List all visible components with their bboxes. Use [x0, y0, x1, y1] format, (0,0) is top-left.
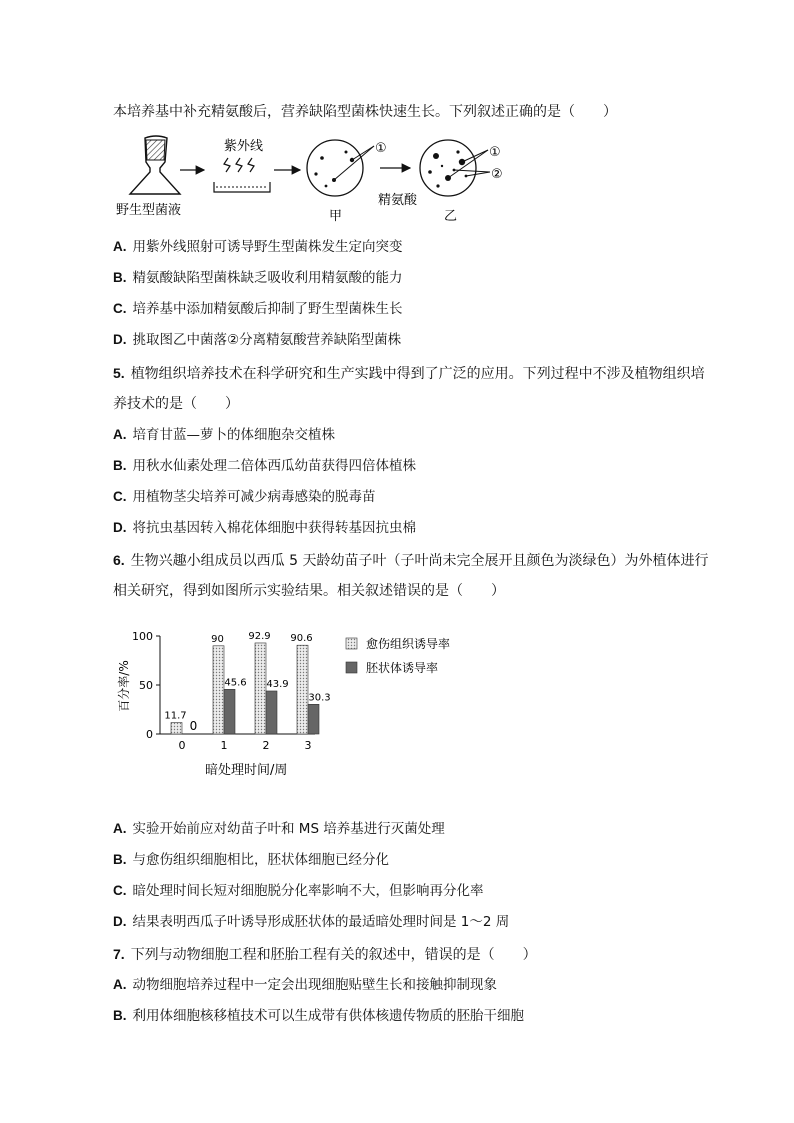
x-tick-label: 1 — [220, 739, 228, 752]
q5-option-d[interactable]: D. 将抗虫基因转入棉花体细胞中获得转基因抗虫棉 — [113, 520, 416, 536]
data-label: 30.3 — [308, 692, 331, 704]
q5-option-a[interactable]: A. 培育甘蓝—萝卜的体细胞杂交植株 — [113, 427, 335, 443]
q5-number: 5. — [113, 365, 125, 381]
legend-swatch — [346, 638, 357, 649]
bar-1 — [266, 691, 277, 734]
y-tick-label: 0 — [146, 728, 153, 741]
q5-stem: 5. 植物组织培养技术在科学研究和生产实践中得到了广泛的应用。下列过程中不涉及植物组织培 — [113, 365, 705, 382]
q7-stem: 7. 下列与动物细胞工程和胚胎工程有关的叙述中，错误的是（ ） — [113, 946, 537, 963]
bar-0 — [171, 723, 182, 734]
q4-figure — [108, 132, 528, 228]
data-label: 11.7 — [164, 710, 187, 722]
q7-number: 7. — [113, 946, 125, 962]
q6-stem: 6. 生物兴趣小组成员以西瓜 5 天龄幼苗子叶（子叶尚未完全展开且颜色为淡绿色）为外植体进行 — [113, 552, 709, 569]
q7-option-a[interactable]: A. 动物细胞培养过程中一定会出现细胞贴壁生长和接触抑制现象 — [113, 977, 497, 993]
q4-option-b[interactable]: B. 精氨酸缺陷型菌株缺乏吸收利用精氨酸的能力 — [113, 270, 403, 286]
marker-1-b: ① — [489, 145, 501, 160]
q5-stem-line2: 养技术的是（ ） — [113, 396, 239, 412]
q6-option-b[interactable]: B. 与愈伤组织细胞相比，胚状体细胞已经分化 — [113, 852, 389, 868]
data-label: 43.9 — [266, 678, 289, 690]
bar-0 — [297, 645, 308, 734]
marker-1-a: ① — [375, 141, 387, 156]
q5-option-b[interactable]: B. 用秋水仙素处理二倍体西瓜幼苗获得四倍体植株 — [113, 458, 416, 474]
q6-option-a[interactable]: A. 实验开始前应对幼苗子叶和 MS 培养基进行灭菌处理 — [113, 821, 445, 837]
data-label: 92.9 — [248, 630, 271, 642]
y-axis-label: 百分率/% — [117, 660, 131, 712]
q4-stem-tail: 本培养基中补充精氨酸后，营养缺陷型菌株快速生长。下列叙述正确的是（ ） — [113, 104, 617, 120]
x-tick-label: 3 — [304, 739, 312, 752]
culture-plate-icon — [214, 182, 270, 192]
q5-option-c[interactable]: C. 用植物茎尖培养可减少病毒感染的脱毒苗 — [113, 489, 376, 505]
uv-rays-icon — [224, 158, 254, 172]
q4-option-c[interactable]: C. 培养基中添加精氨酸后抑制了野生型菌株生长 — [113, 301, 403, 317]
legend-label: 愈伤组织诱导率 — [366, 637, 451, 651]
bar-0 — [213, 646, 224, 734]
data-label: 45.6 — [224, 677, 247, 689]
petri-dish-b — [420, 140, 490, 196]
q6-number: 6. — [113, 552, 125, 568]
bar-0 — [255, 643, 266, 734]
q6-option-c[interactable]: C. 暗处理时间长短对细胞脱分化率影响不大，但影响再分化率 — [113, 883, 484, 899]
q7-option-b[interactable]: B. 利用体细胞核移植技术可以生成带有供体核遗传物质的胚胎干细胞 — [113, 1008, 524, 1024]
legend-label: 胚状体诱导率 — [366, 661, 439, 675]
arrow-label: 精氨酸 — [378, 193, 418, 208]
legend-swatch — [346, 662, 357, 673]
data-label: 90.6 — [290, 633, 313, 645]
dish-a-label: 甲 — [329, 209, 343, 224]
petri-dish-a — [307, 140, 374, 196]
y-tick-label: 50 — [139, 679, 153, 692]
x-tick-label: 0 — [178, 739, 186, 752]
y-tick-label: 100 — [132, 630, 153, 643]
flask-icon — [130, 136, 180, 194]
x-axis-label: 暗处理时间/周 — [205, 763, 288, 778]
q4-option-d[interactable]: D. 挑取图乙中菌落②分离精氨酸营养缺陷型菌株 — [113, 332, 402, 348]
data-label: 90 — [211, 633, 224, 645]
x-tick-label: 2 — [262, 739, 270, 752]
q6-option-d[interactable]: D. 结果表明西瓜子叶诱导形成胚状体的最适暗处理时间是 1～2 周 — [113, 914, 510, 930]
marker-2-b: ② — [491, 167, 503, 182]
dish-b-label: 乙 — [444, 209, 458, 224]
q6-stem-line2: 相关研究，得到如图所示实验结果。相关叙述错误的是（ ） — [113, 583, 505, 599]
data-label: 0 — [189, 719, 198, 733]
flask-label: 野生型菌液 — [116, 203, 182, 218]
uv-label: 紫外线 — [224, 139, 264, 154]
bar-1 — [224, 689, 235, 734]
bar-1 — [308, 704, 319, 734]
q4-option-a[interactable]: A. 用紫外线照射可诱导野生型菌株发生定向突变 — [113, 239, 403, 255]
bar-chart — [110, 626, 490, 786]
